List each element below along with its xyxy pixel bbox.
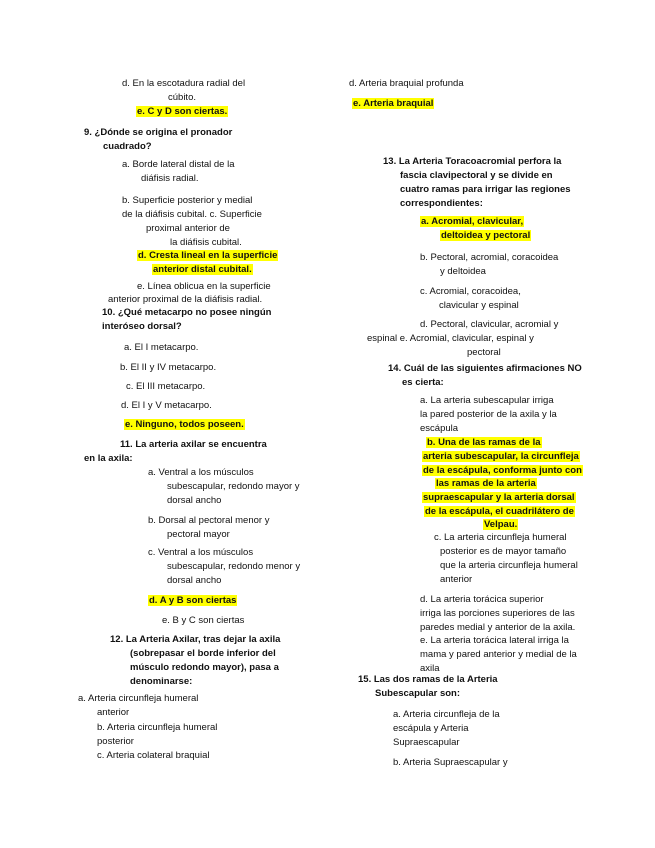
highlighted-answer: e. C y D son ciertas. <box>137 106 228 117</box>
left-line <box>102 306 271 320</box>
right-line <box>440 573 472 587</box>
highlighted-answer: e. Ninguno, todos poseen. <box>125 419 244 430</box>
right-line <box>420 251 558 265</box>
right-line <box>420 648 577 662</box>
right-line <box>349 77 464 91</box>
highlighted-answer: a. Acromial, clavicular, <box>421 216 524 227</box>
highlighted-answer: d. A y B son ciertas <box>149 595 237 606</box>
option-text: Supraescapular <box>393 737 460 748</box>
right-line <box>420 285 521 299</box>
left-line <box>122 208 262 222</box>
right-line <box>440 265 486 279</box>
left-line <box>84 126 232 140</box>
question-text: es cierta: <box>402 377 444 388</box>
left-line <box>97 706 129 720</box>
highlighted-answer: arteria subescapular, la circunfleja <box>423 451 579 462</box>
option-text: la diáfisis cubital. <box>170 237 242 248</box>
left-line <box>97 735 134 749</box>
left-line <box>108 293 262 307</box>
question-text: correspondientes: <box>400 198 483 209</box>
right-line <box>400 183 571 197</box>
option-text: c. Ventral a los músculos <box>148 547 254 558</box>
option-text: a. Arteria circunfleja de la <box>393 709 500 720</box>
left-line <box>167 528 230 542</box>
right-line <box>400 197 483 211</box>
right-line <box>420 607 575 621</box>
option-text: mama y pared anterior y medial de la <box>420 649 577 660</box>
question-text: 11. La arteria axilar se encuentra <box>120 439 267 450</box>
option-text: cúbito. <box>168 92 196 103</box>
option-text: b. Arteria circunfleja humeral <box>97 722 218 733</box>
right-line <box>420 634 569 648</box>
option-text: e. Línea oblicua en la superficie <box>137 281 271 292</box>
left-line <box>137 280 271 294</box>
left-line <box>167 480 300 494</box>
right-line <box>424 505 575 519</box>
highlighted-answer: supraescapular y la arteria dorsal <box>423 492 575 503</box>
left-line <box>103 140 152 154</box>
left-line <box>130 647 276 661</box>
right-line <box>420 593 544 607</box>
left-line <box>122 194 252 208</box>
highlighted-answer: d. Cresta lineal en la superficie <box>138 250 278 261</box>
question-text: 13. La Arteria Toracoacromial perfora la <box>383 156 562 167</box>
highlighted-answer: anterior distal cubital. <box>153 264 252 275</box>
left-line <box>148 514 269 528</box>
option-text: y deltoidea <box>440 266 486 277</box>
option-text: b. Arteria Supraescapular y <box>393 757 508 768</box>
option-text: clavicular y espinal <box>439 300 519 311</box>
option-text: c. Acromial, coracoidea, <box>420 286 521 297</box>
right-line <box>439 299 519 313</box>
option-text: anterior <box>97 707 130 718</box>
left-line <box>102 320 182 334</box>
option-text: d. La arteria torácica superior <box>420 594 544 605</box>
question-text: fascia clavipectoral y se divide en <box>400 170 553 181</box>
highlighted-answer: e. Arteria braquial <box>353 98 434 109</box>
option-text: c. La arteria circunfleja humeral <box>434 532 567 543</box>
right-line <box>434 531 567 545</box>
option-text: a. Borde lateral distal de la <box>122 159 235 170</box>
question-text: 10. ¿Qué metacarpo no posee ningún <box>102 307 272 318</box>
right-line <box>358 673 498 687</box>
option-text: la pared posterior de la axila y la <box>420 409 557 420</box>
left-line <box>162 614 244 628</box>
highlighted-answer: de la escápula, el cuadrilátero de <box>425 506 574 517</box>
right-line <box>393 722 469 736</box>
option-text: anterior proximal de la diáfisis radial. <box>108 294 263 305</box>
option-text: subescapular, redondo mayor y <box>167 481 300 492</box>
option-text: diáfisis radial. <box>141 173 199 184</box>
left-line <box>167 574 221 588</box>
left-line <box>146 222 230 236</box>
option-text: b. Pectoral, acromial, coracoidea <box>420 252 559 263</box>
right-line <box>420 422 458 436</box>
right-line <box>426 436 542 450</box>
right-line <box>483 518 518 532</box>
left-line <box>78 692 198 706</box>
left-line <box>124 418 245 432</box>
right-line <box>367 332 534 346</box>
option-text: escápula y Arteria <box>393 723 469 734</box>
question-text: cuadrado? <box>103 141 152 152</box>
question-text: 12. La Arteria Axilar, tras dejar la axila <box>110 634 281 645</box>
right-line <box>435 477 537 491</box>
right-line <box>400 169 553 183</box>
question-text: (sobrepasar el borde inferior del <box>130 648 276 659</box>
highlighted-answer: Velpau. <box>484 519 518 530</box>
option-text: e. La arteria torácica lateral irriga la <box>420 635 569 646</box>
option-text: escápula <box>420 423 459 434</box>
right-line <box>393 708 500 722</box>
right-line <box>422 464 583 478</box>
option-text: posterior <box>97 736 134 747</box>
option-text: dorsal ancho <box>167 495 222 506</box>
option-text: paredes medial y anterior de la axila. <box>420 622 576 633</box>
highlighted-answer: deltoidea y pectoral <box>441 230 531 241</box>
highlighted-answer: las ramas de la arteria <box>436 478 536 489</box>
right-line <box>352 97 434 111</box>
left-line <box>148 546 253 560</box>
left-line <box>120 361 216 375</box>
highlighted-answer: b. Una de las ramas de la <box>427 437 541 448</box>
right-line <box>402 376 444 390</box>
left-line <box>170 236 242 250</box>
left-line <box>136 105 228 119</box>
option-text: proximal anterior de <box>146 223 230 234</box>
option-text: d. El I y V metacarpo. <box>121 400 212 411</box>
option-text: espinal e. Acromial, clavicular, espinal y <box>367 333 534 344</box>
right-line <box>422 450 580 464</box>
left-line <box>97 721 217 735</box>
right-line <box>440 229 531 243</box>
question-text: interóseo dorsal? <box>102 321 182 332</box>
left-line <box>141 172 199 186</box>
option-text: dorsal ancho <box>167 575 222 586</box>
left-line <box>167 494 221 508</box>
left-line <box>137 249 278 263</box>
left-line <box>122 158 234 172</box>
right-line <box>383 155 561 169</box>
right-line <box>420 215 524 229</box>
option-text: d. En la escotadura radial del <box>122 78 246 89</box>
option-text: c. Arteria colateral braquial <box>97 750 210 761</box>
question-text: cuatro ramas para irrigar las regiones <box>400 184 571 195</box>
right-line <box>467 346 501 360</box>
left-line <box>167 560 300 574</box>
option-text: d. Arteria braquial profunda <box>349 78 464 89</box>
option-text: que la arteria circunfleja humeral <box>440 560 578 571</box>
option-text: c. El III metacarpo. <box>126 381 206 392</box>
right-line <box>375 687 460 701</box>
option-text: pectoral <box>467 347 501 358</box>
option-text: a. Arteria circunfleja humeral <box>78 693 199 704</box>
left-line <box>120 438 267 452</box>
question-text: 9. ¿Dónde se origina el pronador <box>84 127 233 138</box>
option-text: b. Superficie posterior y medial <box>122 195 253 206</box>
left-line <box>122 77 245 91</box>
left-line <box>148 594 237 608</box>
question-text: en la axila: <box>84 453 133 464</box>
right-line <box>420 621 575 635</box>
question-text: músculo redondo mayor), pasa a <box>130 662 279 673</box>
question-text: 15. Las dos ramas de la Arteria <box>358 674 498 685</box>
right-line <box>420 394 554 408</box>
question-text: 14. Cuál de las siguientes afirmaciones NO <box>388 363 582 374</box>
option-text: a. El I metacarpo. <box>124 342 199 353</box>
question-text: Subescapular son: <box>375 688 460 699</box>
highlighted-answer: de la escápula, conforma junto con <box>423 465 582 476</box>
option-text: subescapular, redondo menor y <box>167 561 301 572</box>
option-text: b. El II y IV metacarpo. <box>120 362 217 373</box>
left-line <box>110 633 280 647</box>
left-line <box>130 661 279 675</box>
right-line <box>393 736 460 750</box>
left-line <box>168 91 196 105</box>
left-line <box>97 749 209 763</box>
right-line <box>388 362 582 376</box>
right-line <box>420 408 557 422</box>
option-text: posterior es de mayor tamaño <box>440 546 567 557</box>
left-line <box>130 675 192 689</box>
right-line <box>393 756 508 770</box>
left-line <box>84 452 133 466</box>
right-line <box>420 318 558 332</box>
left-line <box>152 263 253 277</box>
option-text: pectoral mayor <box>167 529 230 540</box>
option-text: axila <box>420 663 440 674</box>
question-text: denominarse: <box>130 676 193 687</box>
option-text: e. B y C son ciertas <box>162 615 245 626</box>
option-text: b. Dorsal al pectoral menor y <box>148 515 270 526</box>
left-line <box>124 341 198 355</box>
option-text: anterior <box>440 574 473 585</box>
option-text: de la diáfisis cubital. c. Superficie <box>122 209 262 220</box>
option-text: a. La arteria subescapular irriga <box>420 395 554 406</box>
option-text: d. Pectoral, clavicular, acromial y <box>420 319 559 330</box>
left-line <box>121 399 212 413</box>
right-line <box>422 491 576 505</box>
right-line <box>440 545 566 559</box>
option-text: a. Ventral a los músculos <box>148 467 254 478</box>
right-line <box>440 559 578 573</box>
option-text: irriga las porciones superiores de las <box>420 608 575 619</box>
left-line <box>148 466 254 480</box>
left-line <box>126 380 205 394</box>
